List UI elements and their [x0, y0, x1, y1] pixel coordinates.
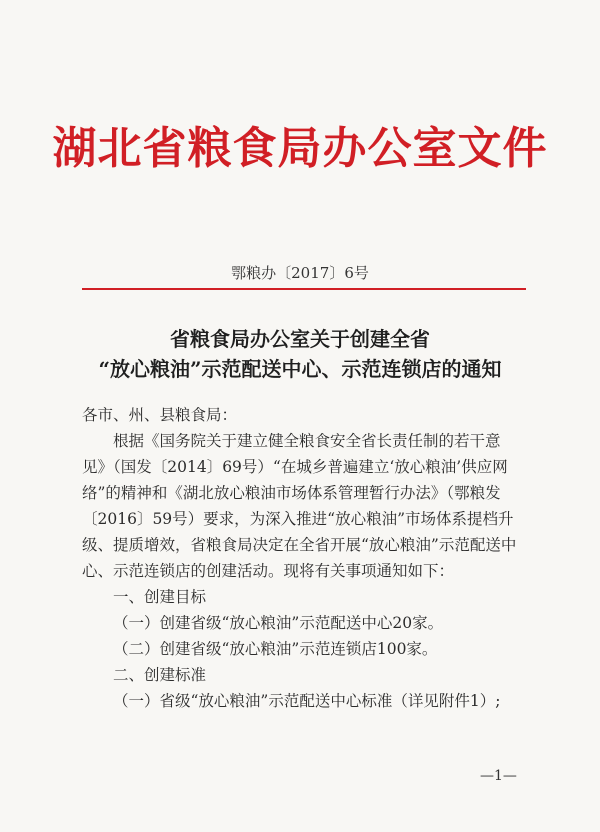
- body-paragraph: 根据《国务院关于建立健全粮食安全省长责任制的若干意见》（国发〔2014〕69号）“在城乡普遍建立‘放心粮油’供应网络”的精神和《湖北放心粮油市场体系管理暂行办法》（鄂粮发〔2016〕59号）要求，为深入推进“放心粮油”市场体系提档升级、提质增效，省粮食局决定在全省开展“放心粮油”示范配送中心、示范连锁店的创建活动。现将有关事项通知如下：: [82, 432, 517, 580]
- salutation: 各市、州、县粮食局：: [82, 406, 238, 424]
- red-divider-line: [82, 288, 526, 290]
- notice-body: [82, 402, 522, 714]
- document-number: 鄂粮办〔2017〕6号: [231, 264, 369, 282]
- notice-title: [0, 324, 600, 384]
- document-header-title: 湖北省粮食局办公室文件: [52, 123, 548, 174]
- section-heading-targets: 一、创建目标: [113, 588, 207, 606]
- page-number: —1—: [480, 768, 517, 784]
- list-item: （二）创建省级“放心粮油”示范连锁店100家。: [113, 640, 438, 658]
- list-item: （一）省级“放心粮油”示范配送中心标准（详见附件1）;: [113, 692, 501, 710]
- list-item: （一）创建省级“放心粮油”示范配送中心20家。: [113, 614, 444, 632]
- notice-title-line-2: “放心粮油”示范配送中心、示范连锁店的通知: [98, 357, 502, 381]
- notice-title-line-1: 省粮食局办公室关于创建全省: [170, 327, 430, 351]
- section-heading-standards: 二、创建标准: [113, 666, 207, 684]
